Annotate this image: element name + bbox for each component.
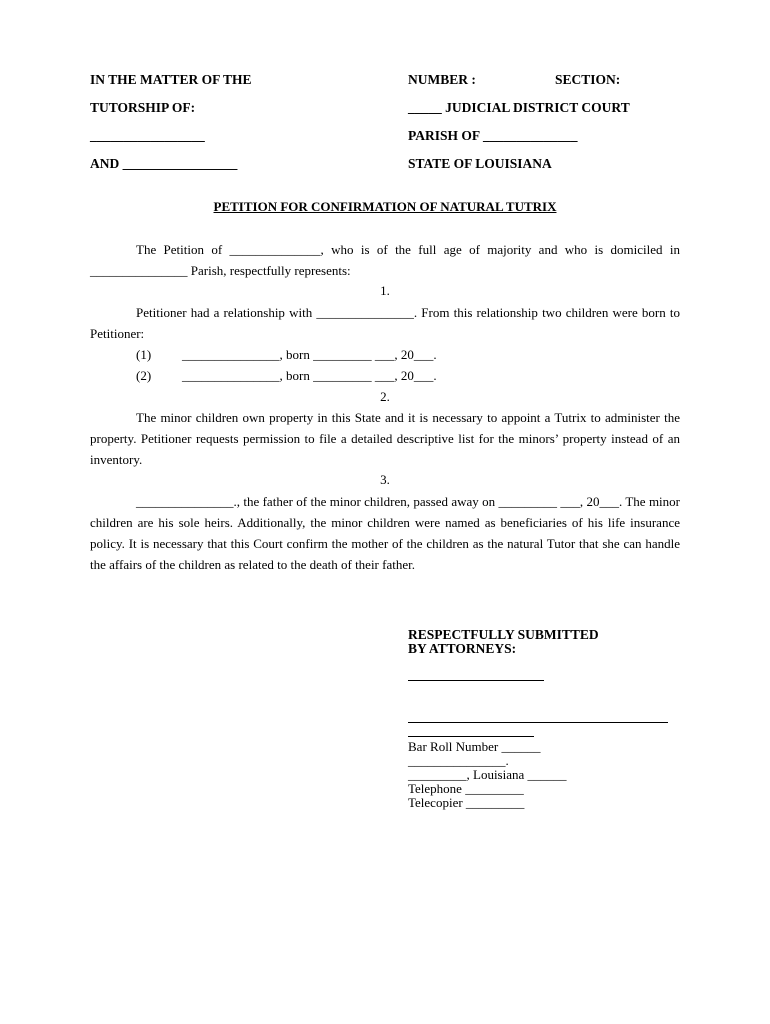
section-number-2: 2.	[380, 389, 390, 404]
caption-tutorship: TUTORSHIP OF:	[90, 100, 196, 115]
bar-roll-number: Bar Roll Number ______	[408, 739, 541, 754]
child-2-number: (2)	[136, 368, 152, 383]
attorney-name-line-2	[408, 736, 534, 737]
section-number-1: 1.	[380, 283, 390, 298]
signature-line	[408, 680, 544, 681]
caption-matter: IN THE MATTER OF THE	[90, 72, 252, 87]
telecopier-line: Telecopier _________	[408, 795, 525, 810]
section-3-text: _______________., the father of the minor children, passed away on _________ ___, 20___. The minor children are his sole heirs. Additionally, the minor children were named as beneficiaries of his life insurance policy. It is necessary that this Court confirm the mother of the children as the natural Tutor that she can handle the affairs of the children as related to the death of their father.	[90, 494, 680, 572]
submitted-heading: RESPECTFULLY SUBMITTED	[408, 627, 599, 642]
document-title: PETITION FOR CONFIRMATION OF NATURAL TUTRIX	[213, 199, 557, 214]
section-number-3: 3.	[380, 472, 390, 487]
section-2-text: The minor children own property in this State and it is necessary to appoint a Tutrix to administer the property. Petitioner requests permission to file a detailed descriptive list for the minors’ property instead of an inventory.	[90, 410, 680, 467]
child-2-text: _______________, born _________ ___, 20___.	[182, 368, 437, 383]
caption-state: STATE OF LOUISIANA	[408, 156, 552, 171]
telephone-line: Telephone _________	[408, 781, 524, 796]
caption-court: _____ JUDICIAL DISTRICT COURT	[408, 100, 630, 115]
caption-and: AND _________________	[90, 156, 238, 171]
attorney-name-line	[408, 722, 668, 723]
caption-minor-blank: _________________	[90, 128, 205, 143]
caption-parish: PARISH OF ______________	[408, 128, 578, 143]
caption-section-label: SECTION:	[555, 72, 621, 87]
child-1-number: (1)	[136, 347, 152, 362]
attorneys-heading: BY ATTORNEYS:	[408, 641, 517, 656]
intro-paragraph: The Petition of ______________, who is of the full age of majority and who is domiciled in _______________ Parish, respectfully represents:	[90, 242, 680, 278]
address-line-1: _______________.	[408, 753, 509, 768]
section-1-text: Petitioner had a relationship with _______________. From this relationship two children were born to Petitioner:	[90, 305, 680, 341]
child-1-text: _______________, born _________ ___, 20___.	[182, 347, 437, 362]
caption-number-label: NUMBER :	[408, 72, 476, 87]
address-line-2: _________, Louisiana ______	[408, 767, 567, 782]
